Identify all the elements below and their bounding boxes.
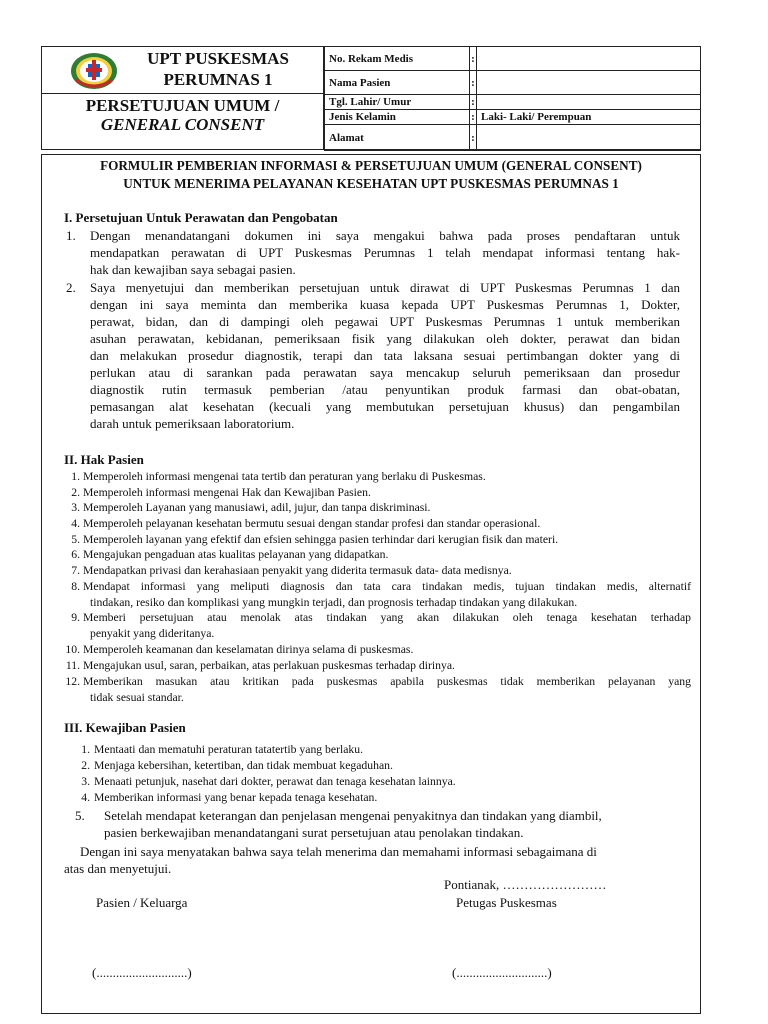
closing-statement-line2: atas dan menyetujui.	[64, 861, 172, 876]
section2-item-line: Mengajukan pengaduan atas kualitas pelayanan yang didapatkan.	[83, 548, 389, 561]
section2-item-number: 1.	[71, 470, 80, 483]
section1-heading: I. Persetujuan Untuk Perawatan dan Pengobatan	[64, 210, 338, 225]
section2-item-number: 9.	[71, 611, 80, 624]
section3-item-number: 1.	[81, 743, 90, 756]
field-label: Nama Pasien	[325, 71, 470, 95]
section2-item-line: Memperoleh keamanan dan keselamatan dirinya selama di puskesmas.	[83, 643, 414, 656]
section1-item-line: perlukan atau di sarankan pada perawatan saya mencakup seluruh pemeriksaan dan prosedur	[90, 365, 680, 380]
gender-select[interactable]: Laki- Laki/ Perempuan	[477, 110, 701, 125]
field-separator: :	[470, 47, 477, 71]
section1-item-line: diagnostik rutin termasuk pemberian /atau penyuntikan produk farmasi dan obat-obatan,	[90, 382, 680, 397]
field-label: Jenis Kelamin	[325, 110, 470, 125]
section2-item-number: 3.	[71, 501, 80, 514]
section3-heading: III. Kewajiban Pasien	[64, 720, 186, 735]
field-label: Alamat	[325, 125, 470, 151]
section2-item-line: Memperoleh informasi mengenai tata tertib dan peraturan yang berlaku di Puskesmas.	[83, 470, 486, 483]
section2-item-line: tindakan, resiko dan komplikasi yang mungkin terjadi, dan prognosis terhadap tindakan yang dilakukan.	[90, 596, 578, 609]
section3-item-line: pasien berkewajiban menandatangani surat persetujuan atau penolakan tindakan.	[104, 825, 524, 840]
org-name-line2: PERUMNAS 1	[163, 70, 273, 89]
staff-label: Petugas Puskesmas	[456, 895, 557, 910]
section2-item-number: 5.	[71, 533, 80, 546]
section2-item-number: 6.	[71, 548, 80, 561]
staff-signature-field[interactable]: (............................)	[452, 965, 552, 980]
section2-item-number: 11.	[65, 659, 80, 672]
section1-item-number: 2.	[66, 280, 76, 295]
section2-item-line: Memperoleh layanan yang efektif dan efsien sehingga pasien terhindar dari kerugian fisik dan materi.	[83, 533, 559, 546]
section2-item-line: penyakit yang dideritanya.	[90, 627, 215, 640]
section1-item-line: perawat, bidan, dan di dampingi oleh pegawai UPT Puskesmas Perumnas 1 untuk memberikan	[90, 314, 680, 329]
field-row-birthdate	[325, 95, 701, 110]
birthdate-age-input[interactable]	[477, 95, 701, 110]
section1-item-line: mendapatkan perawatan di UPT Puskesmas Perumnas 1 telah mendapat informasi tentang hak-	[90, 245, 680, 260]
section2-item-line: Memperoleh Layanan yang manusiawi, adil, jujur, dan tanpa diskriminasi.	[83, 501, 431, 514]
section2-item-line: Memberi persetujuan atau menolak atas tindakan yang akan dilakukan oleh tenaga kesehatan terhadap	[83, 611, 691, 624]
section2-item-number: 7.	[71, 564, 80, 577]
section2-item-line: Memperoleh pelayanan kesehatan bermutu sesuai dengan standar profesi dan standar operasional.	[83, 517, 541, 530]
section3-item-line: Mentaati dan mematuhi peraturan tatatertib yang berlaku.	[94, 743, 364, 756]
field-label: Tgl. Lahir/ Umur	[325, 95, 470, 110]
field-label: No. Rekam Medis	[325, 47, 470, 71]
patient-signature-field[interactable]: (............................)	[92, 965, 192, 980]
address-input[interactable]	[477, 125, 701, 151]
section2-item-number: 12.	[65, 675, 80, 688]
closing-statement-line1: Dengan ini saya menyatakan bahwa saya telah menerima dan memahami informasi sebagaimana di	[80, 844, 597, 859]
section2-item-line: tidak sesuai standar.	[90, 691, 184, 704]
section2-item-number: 8.	[71, 580, 80, 593]
section3-item-number: 3.	[81, 775, 90, 788]
section1-item-line: Saya menyetujui dan memberikan persetujuan untuk dirawat di UPT Puskesmas Perumnas 1 dan	[90, 280, 680, 295]
section3-item-line: Menaati petunjuk, nasehat dari dokter, perawat dan tenaga kesehatan lainnya.	[94, 775, 456, 788]
consent-title: PERSETUJUAN UMUM /	[85, 96, 280, 115]
section1-item-line: hak dan kewajiban saya sebagai pasien.	[90, 262, 296, 277]
section1-item-line: pemasangan alat kesehatan (kecuali yang membutukan persetujuan khusus) dan pengambilan	[90, 399, 680, 414]
place-date-field[interactable]: Pontianak, ……………………	[444, 877, 607, 892]
section3-item-number: 4.	[81, 791, 90, 804]
field-separator: :	[471, 111, 475, 123]
field-row-patient-name	[325, 71, 701, 95]
section2-item-line: Memperoleh informasi mengenai Hak dan Kewajiban Pasien.	[83, 486, 371, 499]
form-title-line2: UNTUK MENERIMA PELAYANAN KESEHATAN UPT PUSKESMAS PERUMNAS 1	[123, 176, 619, 191]
section2-heading: II. Hak Pasien	[64, 452, 144, 467]
medical-record-input[interactable]	[477, 47, 701, 71]
section2-item-number: 10.	[65, 643, 80, 656]
section2-item-line: Memberikan masukan atau kritikan pada puskesmas apabila puskesmas tidak memberikan pelayanan yang	[83, 675, 691, 688]
field-separator: :	[471, 96, 475, 108]
section1-item-line: Dengan menandatangani dokumen ini saya mengakui bahwa pada proses pendaftaran untuk	[90, 228, 680, 243]
section2-item-line: Mendapat informasi yang meliputi diagnosis dan tata cara tindakan medis, tujuan tindakan medis, alternatif	[83, 580, 691, 593]
patient-id-table	[324, 46, 701, 151]
section3-item-line: Memberikan informasi yang benar kepada tenaga kesehatan.	[94, 791, 378, 804]
section1-item-line: asuhan perawatan, kebidanan, pemeriksaan fisik yang dilakukan oleh dokter, perawat dan bidan	[90, 331, 680, 346]
section2-item-number: 2.	[71, 486, 80, 499]
section1-item-line: darah untuk pemeriksaan laboratorium.	[90, 416, 295, 431]
consent-subtitle: GENERAL CONSENT	[100, 115, 265, 134]
field-separator: :	[470, 125, 477, 151]
form-title-line1: FORMULIR PEMBERIAN INFORMASI & PERSETUJUAN UMUM (GENERAL CONSENT)	[100, 158, 642, 173]
patient-family-label: Pasien / Keluarga	[96, 895, 188, 910]
section1-item-line: dan melakukan prosedur diagnostik, terapi dan tata laksana sesuai pertimbangan dokter yang di	[90, 348, 680, 363]
section2-item-line: Mengajukan usul, saran, perbaikan, atas perlakuan puskesmas terhadap dirinya.	[83, 659, 455, 672]
section2-item-line: Mendapatkan privasi dan kerahasiaan penyakit yang diderita termasuk data- data medisnya.	[83, 564, 512, 577]
section1-item-line: dengan ini saya meminta dan memberika kuasa kepada UPT Puskesmas Perumnas 1, Dokter,	[90, 297, 680, 312]
field-row-medical-record	[325, 47, 701, 71]
section2-item-number: 4.	[71, 517, 80, 530]
section3-item-number: 5.	[75, 808, 85, 823]
section1-item-number: 1.	[66, 228, 76, 243]
org-name-line1: UPT PUSKESMAS	[147, 49, 289, 68]
field-row-gender	[325, 110, 701, 125]
field-row-address	[325, 125, 701, 151]
section3-item-line: Menjaga kebersihan, ketertiban, dan tidak membuat kegaduhan.	[94, 759, 393, 772]
patient-name-input[interactable]	[477, 71, 701, 95]
section3-item-line: Setelah mendapat keterangan dan penjelasan mengenai penyakitnya dan tindakan yang diambil,	[104, 808, 602, 823]
section3-item-number: 2.	[81, 759, 90, 772]
field-separator: :	[470, 71, 477, 95]
puskesmas-logo-icon	[70, 52, 118, 90]
